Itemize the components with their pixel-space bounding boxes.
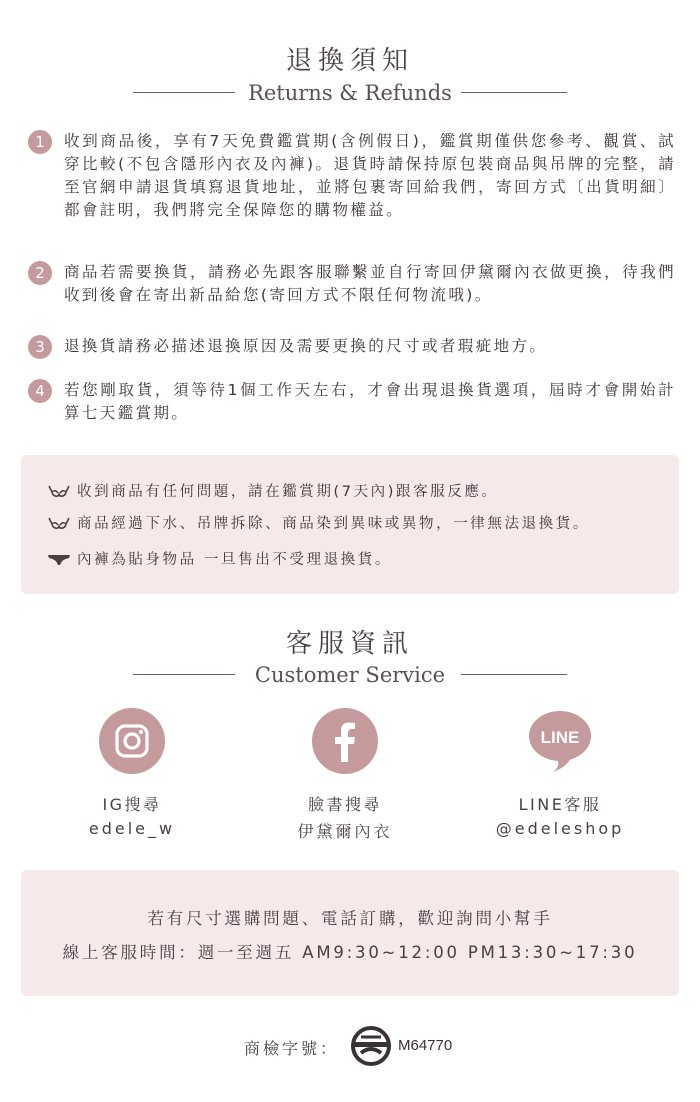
inspection-label: 商檢字號： [244, 1039, 340, 1058]
notice-text: 收到商品有任何問題，請在鑑賞期(7天內)跟客服反應。 [77, 484, 499, 500]
channel-value[interactable]: edele_w [88, 819, 176, 838]
bsmi-mark-icon [350, 1025, 392, 1067]
rule-item-2 [28, 261, 676, 307]
rule-number-badge: 4 [28, 379, 52, 403]
line-icon-text: LINE [540, 728, 580, 747]
rule-number-badge: 2 [28, 261, 52, 285]
rule-text: 收到商品後，享有7天免費鑑賞期(含例假日)，鑑賞期僅供您參考、觀賞、試穿比較(不包含隱形內衣及內褲)。退貨時請保持原包裝商品與吊牌的完整，請至官網申請退貨填寫退貨地址，並將包裹寄回給我們，寄回方式〔出貨明細〕都會註明，我們將完全保障您的購物權益。 [64, 132, 676, 219]
divider-right [461, 92, 567, 93]
rule-number-badge: 3 [28, 335, 52, 359]
rule-text: 退換貨請務必描述退換原因及需要更換的尺寸或者瑕疵地方。 [64, 337, 548, 355]
rule-item-4 [28, 379, 676, 425]
returns-title: 退換須知 [285, 46, 414, 76]
rule-text: 商品若需要換貨，請務必先跟客服聯繫並自行寄回伊黛爾內衣做更換，待我們收到後會在寄出新品給您(寄回方式不限任何物流哦)。 [64, 263, 676, 304]
rule-item-1 [28, 130, 676, 222]
channel-value[interactable]: @edeleshop [495, 819, 625, 838]
service-inquiry-text: 若有尺寸選購問題、電話訂購，歡迎詢問小幫手 [147, 909, 553, 928]
line-channel[interactable] [460, 708, 660, 838]
channel-label: 臉書搜尋 [307, 795, 382, 814]
service-subtitle: Customer Service [254, 663, 446, 687]
returns-subtitle: Returns & Refunds [248, 81, 452, 105]
instagram-icon[interactable] [99, 708, 165, 774]
service-subtitle-row [0, 660, 700, 690]
channel-label: LINE客服 [518, 795, 602, 814]
channel-value[interactable]: 伊黛爾內衣 [297, 822, 393, 841]
service-title: 客服資訊 [285, 629, 414, 659]
inspection-row [0, 1024, 700, 1068]
rule-number-badge: 1 [28, 130, 52, 154]
channel-label: IG搜尋 [102, 795, 162, 814]
inspection-code: M64770 [398, 1037, 453, 1054]
line-icon[interactable] [527, 708, 593, 774]
returns-subtitle-row [0, 78, 700, 108]
bra-icon [47, 484, 71, 500]
bra-icon [47, 516, 71, 532]
instagram-channel[interactable] [32, 708, 232, 838]
facebook-channel[interactable] [245, 708, 445, 842]
notice-box [21, 455, 679, 594]
rule-text: 若您剛取貨，須等待1個工作天左右，才會出現退換貨選項，屆時才會開始計算七天鑑賞期。 [64, 381, 676, 422]
rule-item-3 [28, 335, 676, 358]
notice-text: 內褲為貼身物品 一旦售出不受理退換貨。 [77, 552, 393, 568]
panties-icon [47, 552, 71, 568]
service-hours-text: 線上客服時間：週一至週五 AM9:30~12:00 PM13:30~17:30 [62, 943, 638, 962]
facebook-icon[interactable] [312, 708, 378, 774]
notice-text: 商品經過下水、吊牌拆除、商品染到異味或異物，一律無法退換貨。 [77, 516, 590, 532]
service-info-box [21, 870, 679, 996]
divider-right [461, 674, 567, 675]
